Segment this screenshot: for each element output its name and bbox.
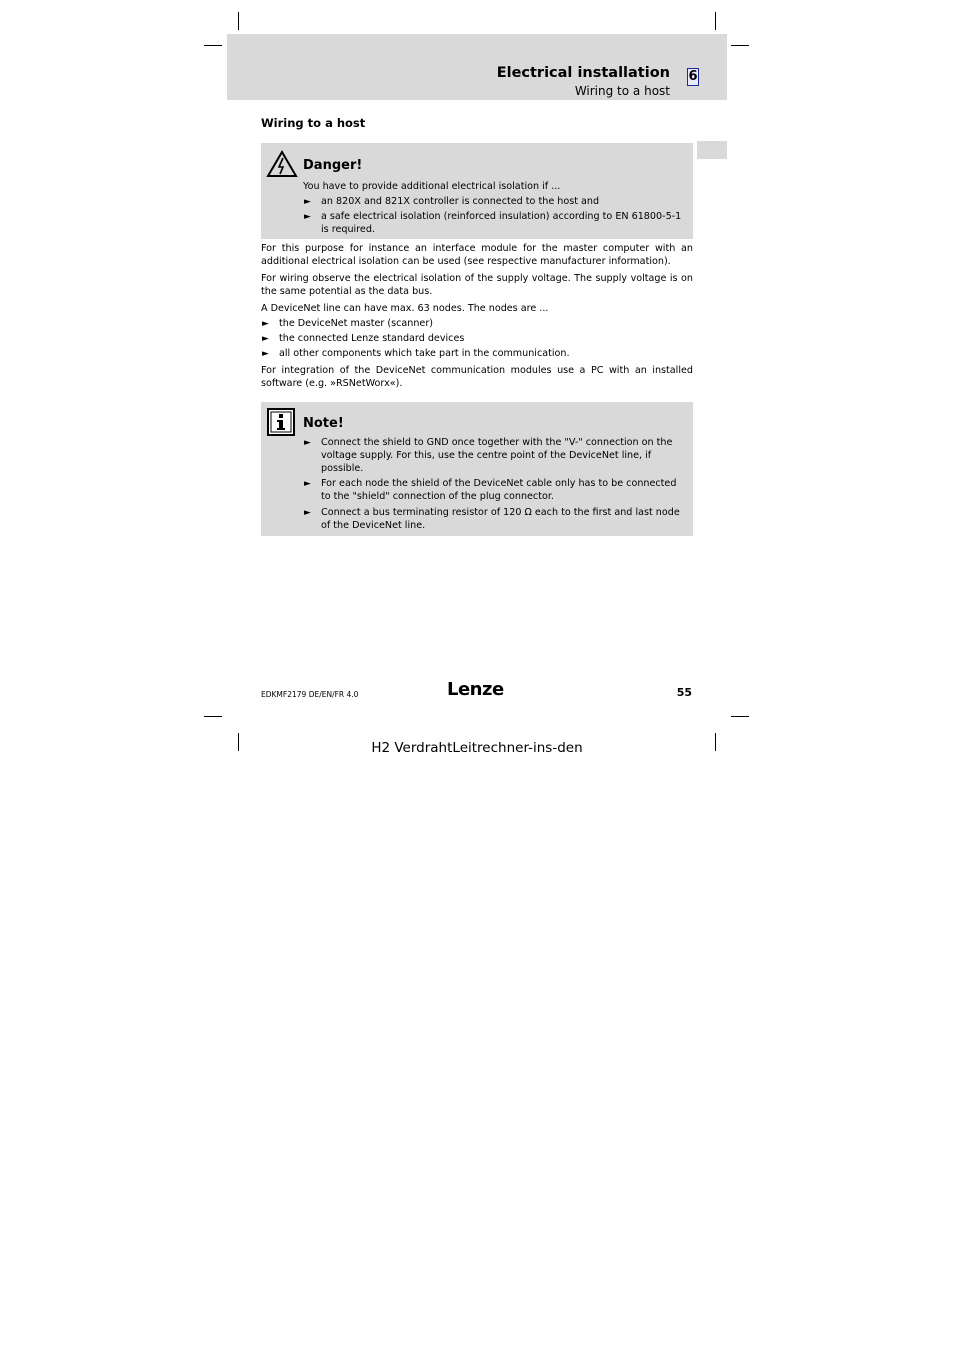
document-id: EDKMF2179 DE/EN/FR 4.0 bbox=[261, 690, 359, 699]
crop-mark bbox=[204, 45, 222, 46]
list-item: the DeviceNet master (scanner) bbox=[279, 318, 434, 329]
danger-item: an 820X and 821X controller is connected to the host and bbox=[321, 196, 600, 207]
danger-title: Danger! bbox=[303, 158, 363, 173]
crop-mark bbox=[238, 12, 239, 30]
crop-mark bbox=[204, 716, 222, 717]
note-title: Note! bbox=[303, 416, 344, 431]
info-icon bbox=[266, 407, 296, 437]
file-caption: H2 VerdrahtLeitrechner-ins-den bbox=[371, 740, 583, 756]
triangle-right-icon: ► bbox=[304, 438, 311, 448]
page-title: Electrical installation bbox=[496, 65, 670, 81]
section-title: Wiring to a host bbox=[261, 116, 366, 130]
paragraph: For this purpose for instance an interface module for the master computer with an additional electrical isolation can be used (see respective manufacturer information). bbox=[261, 243, 693, 267]
page-number: 55 bbox=[676, 686, 692, 699]
list-item: the connected Lenze standard devices bbox=[279, 333, 465, 344]
danger-item: a safe electrical isolation (reinforced insulation) according to EN 61800-5-1 is required. bbox=[321, 211, 682, 235]
note-box bbox=[261, 402, 693, 536]
triangle-right-icon: ► bbox=[304, 197, 311, 207]
paragraph: For wiring observe the electrical isolation of the supply voltage. The supply voltage is on the same potential as the data bus. bbox=[261, 273, 693, 297]
paragraph: For integration of the DeviceNet communication modules use a PC with an installed software (e.g. »RSNetWorx«). bbox=[261, 365, 693, 389]
note-item: Connect a bus terminating resistor of 120 Ω each to the first and last node of the DeviceNet line. bbox=[321, 507, 680, 531]
note-item: For each node the shield of the DeviceNet cable only has to be connected to the "shield" connection of the plug connector. bbox=[321, 478, 677, 502]
danger-intro: You have to provide additional electrical isolation if ... bbox=[303, 181, 561, 192]
lenze-logo: Lenze bbox=[447, 679, 504, 700]
note-item: Connect the shield to GND once together with the "V-" connection on the voltage supply. For this, use the centre point of the DeviceNet line, if possible. bbox=[321, 437, 673, 474]
triangle-right-icon: ► bbox=[262, 319, 269, 329]
crop-mark bbox=[731, 716, 749, 717]
chapter-number[interactable]: 6 bbox=[688, 69, 698, 84]
triangle-right-icon: ► bbox=[304, 508, 311, 518]
side-tab bbox=[697, 141, 727, 159]
list-item: all other components which take part in the communication. bbox=[279, 348, 570, 359]
triangle-right-icon: ► bbox=[304, 212, 311, 222]
danger-box bbox=[261, 143, 693, 239]
crop-mark bbox=[715, 12, 716, 30]
triangle-right-icon: ► bbox=[262, 349, 269, 359]
triangle-right-icon: ► bbox=[304, 479, 311, 489]
triangle-right-icon: ► bbox=[262, 334, 269, 344]
paragraph: A DeviceNet line can have max. 63 nodes. The nodes are ... bbox=[261, 303, 549, 314]
lightning-warning-icon bbox=[266, 150, 298, 178]
page-subtitle: Wiring to a host bbox=[574, 84, 670, 98]
crop-mark bbox=[731, 45, 749, 46]
